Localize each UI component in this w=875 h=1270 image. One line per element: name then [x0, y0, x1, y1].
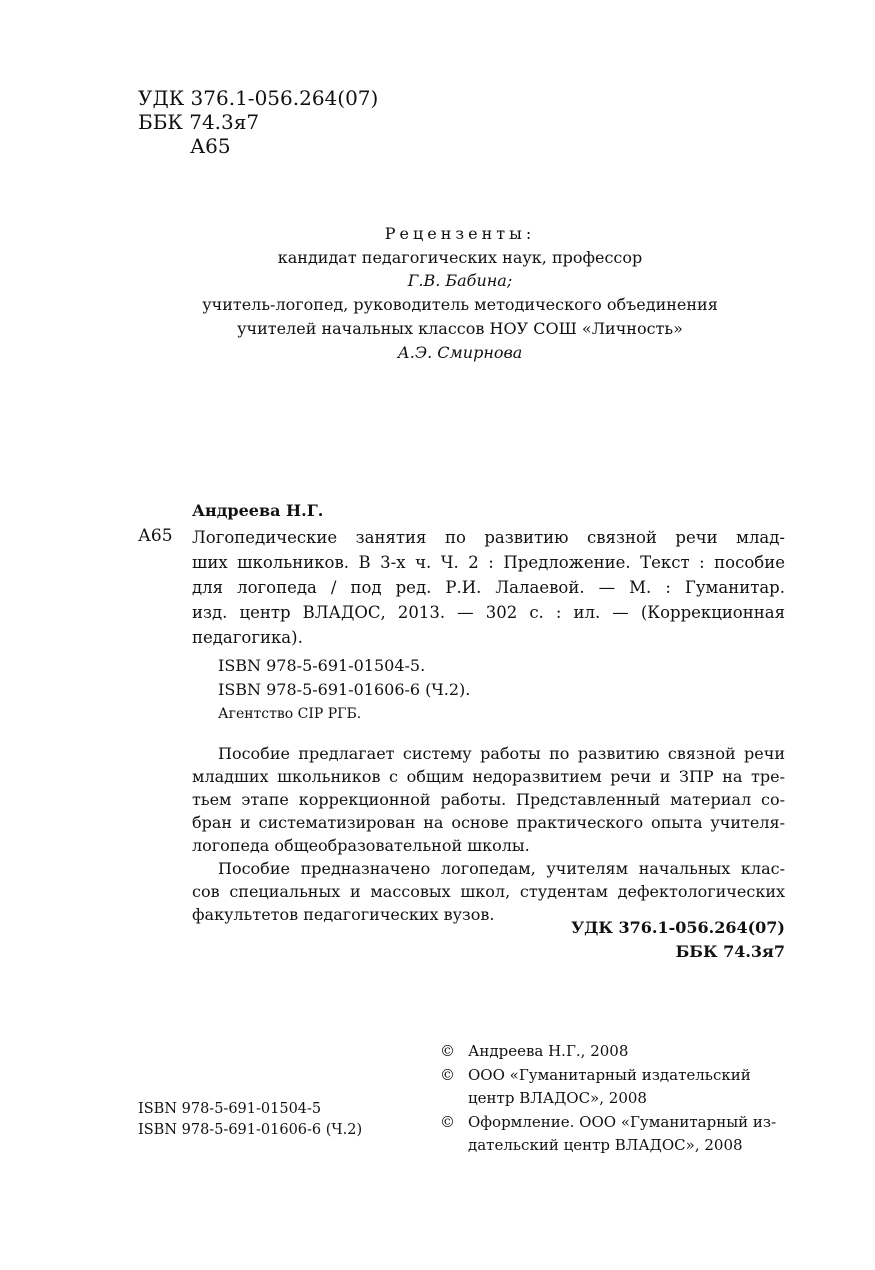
copyright-text: Андреева Н.Г., 2008: [468, 1042, 629, 1060]
reviewer-line: учитель-логопед, руководитель методического объединения: [202, 295, 718, 315]
isbn-line: ISBN 978-5-691-01504-5.: [218, 656, 426, 675]
bottom-isbn-line: ISBN 978-5-691-01504-5: [138, 1101, 322, 1117]
bib-line: для логопеда / под ред. Р.И. Лалаевой. — М. : Гуманитар.: [192, 578, 785, 597]
annotation: [192, 742, 785, 926]
annotation-line: логопеда общеобразовательной школы.: [192, 836, 530, 855]
copyright-text: Оформление. ООО «Гуманитарный из-: [468, 1112, 777, 1131]
annotation-line: Пособие предлагает систему работы по развитию связной речи: [218, 744, 785, 763]
classification-codes: [138, 86, 378, 158]
bottom-isbn-line: ISBN 978-5-691-01606-6 (Ч.2): [138, 1122, 363, 1138]
bib-line: Логопедические занятия по развитию связной речи млад-: [192, 528, 785, 547]
bbk-code: ББК 74.3я7: [138, 110, 260, 134]
annotation-codes: [571, 916, 785, 964]
copyright-icon: ©: [440, 1065, 455, 1084]
copyright-icon: ©: [440, 1042, 455, 1060]
copyright-entry: [440, 1111, 785, 1158]
reviewers-block: [120, 222, 800, 364]
isbn-block: [218, 654, 470, 726]
udk-code: УДК 376.1-056.264(07): [138, 86, 379, 110]
cip-agency: Агентство CIP РГБ.: [218, 706, 362, 722]
copyright-text: дательский центр ВЛАДОС», 2008: [468, 1136, 743, 1154]
copyright-text: ООО «Гуманитарный издательский: [468, 1065, 751, 1084]
copyright-icon: ©: [440, 1112, 455, 1131]
annotation-line: бран и систематизирован на основе практического опыта учителя-: [192, 813, 785, 832]
reviewer-name: А.Э. Смирнова: [397, 342, 523, 362]
bib-line: ших школьников. В 3-х ч. Ч. 2 : Предложение. Текст : пособие: [192, 553, 785, 572]
annotation-bbk: ББК 74.3я7: [675, 942, 785, 961]
book-author-mark: А65: [138, 526, 173, 546]
bib-line: изд. центр ВЛАДОС, 2013. — 302 с. : ил. — (Коррекционная: [192, 603, 785, 622]
annotation-line: тьем этапе коррекционной работы. Представленный материал со-: [192, 790, 785, 809]
bibliographic-description: [192, 525, 785, 650]
isbn-line: ISBN 978-5-691-01606-6 (Ч.2).: [218, 680, 471, 699]
reviewer-line: кандидат педагогических наук, профессор: [277, 247, 643, 267]
copyright-entry: [440, 1040, 785, 1064]
reviewer-line: учителей начальных классов НОУ СОШ «Личность»: [237, 318, 683, 338]
author-mark: А65: [190, 134, 231, 158]
annotation-line: младших школьников с общим недоразвитием речи и ЗПР на тре-: [192, 767, 785, 786]
copyright-entry: [440, 1064, 785, 1111]
bottom-isbn-block: [138, 1099, 362, 1141]
annotation-udk: УДК 376.1-056.264(07): [571, 918, 785, 937]
copyright-block: [440, 1040, 785, 1158]
bib-line: педагогика).: [192, 628, 303, 647]
annotation-line: факультетов педагогических вузов.: [192, 905, 495, 924]
annotation-line: Пособие предназначено логопедам, учителям начальных клас-: [218, 859, 785, 878]
reviewers-heading: Рецензенты:: [384, 224, 536, 243]
annotation-line: сов специальных и массовых школ, студентам дефектологических: [192, 882, 785, 901]
copyright-text: центр ВЛАДОС», 2008: [468, 1089, 647, 1107]
reviewer-name: Г.В. Бабина;: [407, 271, 513, 291]
book-author: Андреева Н.Г.: [192, 501, 324, 520]
